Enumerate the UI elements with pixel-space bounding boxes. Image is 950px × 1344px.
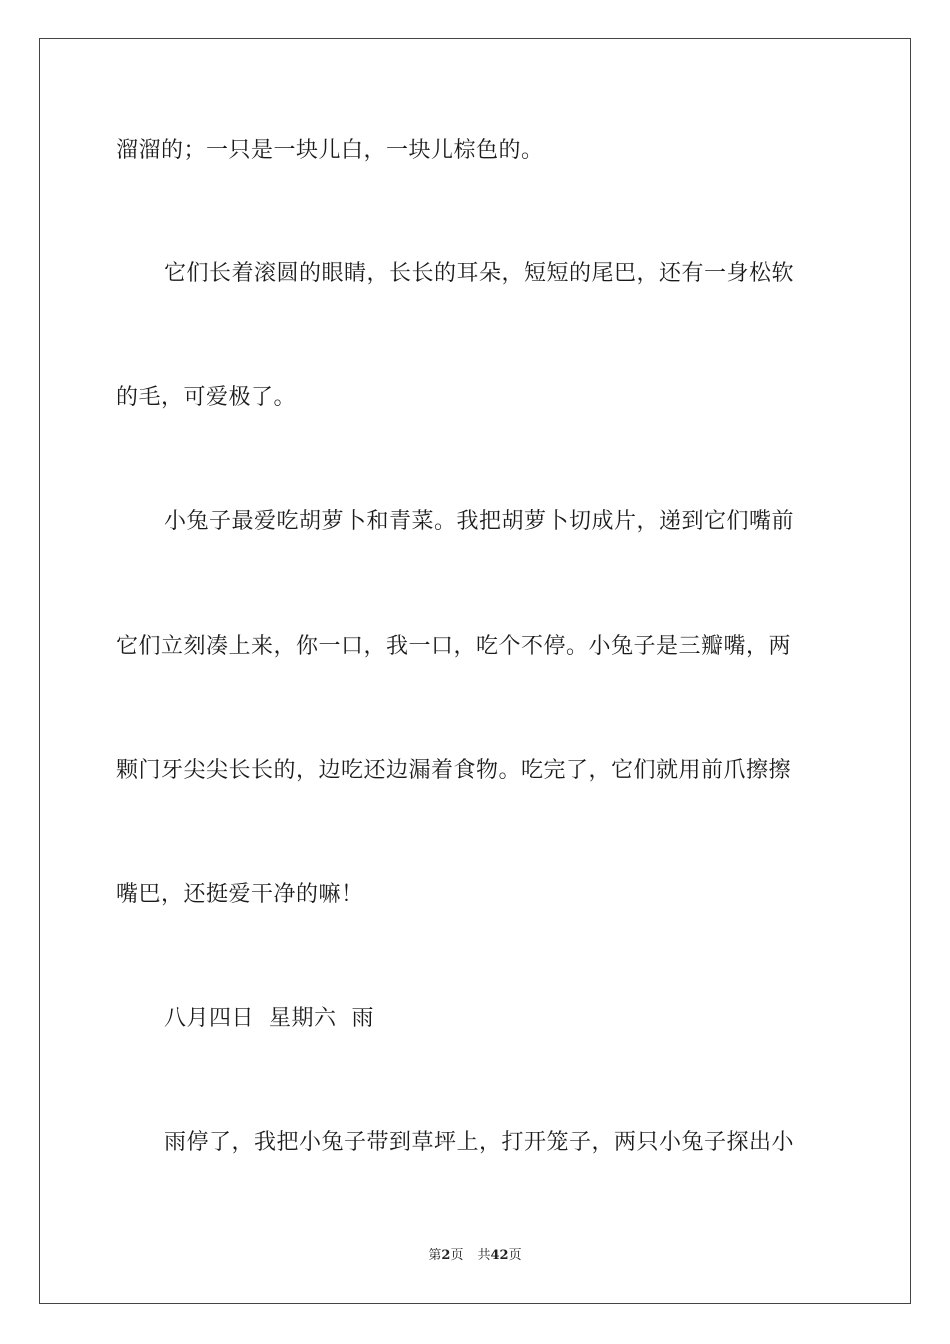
- text-line: 它们立刻凑上来，你一口，我一口，吃个不停。小兔子是三瓣嘴，两: [116, 634, 792, 659]
- text-line: 嘴巴，还挺爱干净的嘛！: [116, 882, 364, 907]
- page-suffix: 页: [450, 1248, 464, 1263]
- total-suffix: 页: [508, 1248, 522, 1263]
- page-prefix: 第: [428, 1248, 442, 1263]
- page-number: 2: [441, 1248, 451, 1263]
- total-pages: 42: [490, 1248, 509, 1263]
- text-line: 小兔子最爱吃胡萝卜和青菜。我把胡萝卜切成片，递到它们嘴前: [164, 509, 795, 534]
- text-line: 的毛，可爱极了。: [116, 385, 297, 410]
- text-line: 雨停了，我把小兔子带到草坪上，打开笼子，两只小兔子探出小: [164, 1130, 795, 1155]
- page-border: [39, 38, 911, 1304]
- diary-date-heading: 八月四日 星期六 雨: [164, 1006, 374, 1031]
- total-prefix: 共: [477, 1248, 491, 1263]
- page-footer: [0, 1247, 950, 1265]
- text-line: 溜溜的；一只是一块儿白，一块儿棕色的。: [116, 138, 544, 163]
- text-line: 颗门牙尖尖长长的，边吃还边漏着食物。吃完了，它们就用前爪擦擦: [116, 758, 792, 783]
- text-line: 它们长着滚圆的眼睛，长长的耳朵，短短的尾巴，还有一身松软: [164, 261, 795, 286]
